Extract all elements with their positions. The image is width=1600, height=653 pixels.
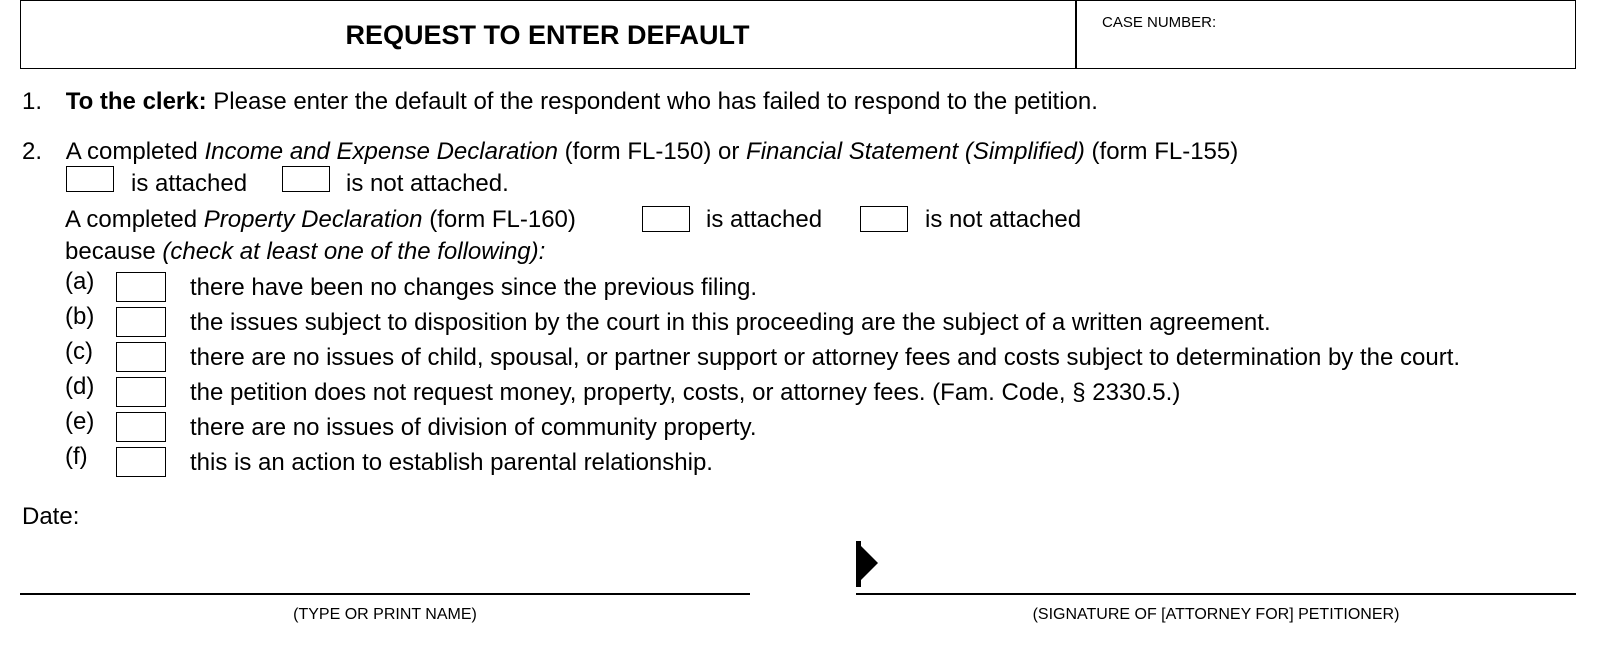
item-1-text: Please enter the default of the respondent who has failed to respond to the petition.	[213, 88, 1098, 115]
because-instruction: (check at least one of the following):	[162, 238, 546, 265]
item-1-bold-label: To the clerk:	[65, 88, 207, 115]
date-field[interactable]	[90, 500, 390, 528]
property-declaration-line	[65, 206, 576, 234]
option-f-checkbox[interactable]	[116, 447, 166, 477]
option-f-letter: (f)	[65, 443, 88, 470]
income-attached-checkbox[interactable]	[66, 166, 114, 192]
print-name-line	[20, 593, 750, 595]
option-a-checkbox[interactable]	[116, 272, 166, 302]
signature-arrow-icon	[856, 541, 878, 585]
option-c-checkbox[interactable]	[116, 342, 166, 372]
income-not-attached-checkbox[interactable]	[282, 166, 330, 192]
item-2-income-declaration: Income and Expense Declaration	[204, 138, 558, 165]
item-2-text-e: (form FL-155)	[1091, 138, 1239, 165]
option-e-letter: (e)	[65, 408, 95, 435]
property-declaration-title: Property Declaration	[203, 206, 423, 233]
option-a-letter: (a)	[65, 268, 95, 295]
option-b-letter: (b)	[65, 303, 95, 330]
header-divider	[1075, 0, 1077, 69]
case-number-field[interactable]	[1100, 36, 1560, 64]
item-1	[22, 88, 1098, 116]
option-d-checkbox[interactable]	[116, 377, 166, 407]
option-d-text: the petition does not request money, property, costs, or attorney fees. (Fam. Code, § 2330.5.)	[190, 379, 1181, 406]
signature-line	[856, 593, 1576, 595]
signature-field[interactable]	[880, 545, 1570, 579]
item-1-number: 1.	[22, 88, 43, 115]
property-form-number: (form FL-160)	[429, 206, 576, 233]
option-f-text: this is an action to establish parental relationship.	[190, 449, 713, 476]
item-2-text-a: A completed	[65, 138, 198, 165]
option-b-text: the issues subject to disposition by the court in this proceeding are the subject of a written agreement.	[190, 309, 1271, 336]
income-not-attached-label: is not attached.	[346, 170, 509, 197]
property-attached-label: is attached	[706, 206, 823, 233]
option-e-checkbox[interactable]	[116, 412, 166, 442]
because-line	[65, 238, 545, 266]
print-name-caption: (TYPE OR PRINT NAME)	[293, 606, 477, 623]
property-attached-checkbox[interactable]	[642, 206, 690, 232]
item-2-line-1	[22, 138, 1238, 166]
option-b-checkbox[interactable]	[116, 307, 166, 337]
form-title: REQUEST TO ENTER DEFAULT	[345, 20, 750, 50]
option-d-letter: (d)	[65, 373, 95, 400]
property-not-attached-label: is not attached	[925, 206, 1082, 233]
signature-caption: (SIGNATURE OF [ATTORNEY FOR] PETITIONER)	[1032, 606, 1400, 623]
property-not-attached-checkbox[interactable]	[860, 206, 908, 232]
item-2-number: 2.	[22, 138, 43, 165]
case-number-label: CASE NUMBER:	[1102, 14, 1217, 31]
date-label: Date:	[22, 503, 80, 530]
item-2-text-c: (form FL-150) or	[564, 138, 740, 165]
option-c-letter: (c)	[65, 338, 93, 365]
item-2-financial-statement: Financial Statement (Simplified)	[746, 138, 1085, 165]
income-attached-label: is attached	[131, 170, 248, 197]
because-text: because	[65, 238, 156, 265]
property-text-a: A completed	[65, 206, 198, 233]
option-a-text: there have been no changes since the previous filing.	[190, 274, 758, 301]
option-c-text: there are no issues of child, spousal, or partner support or attorney fees and costs subject to determination by the court.	[190, 344, 1461, 371]
print-name-field[interactable]	[20, 545, 750, 579]
option-e-text: there are no issues of division of community property.	[190, 414, 757, 441]
